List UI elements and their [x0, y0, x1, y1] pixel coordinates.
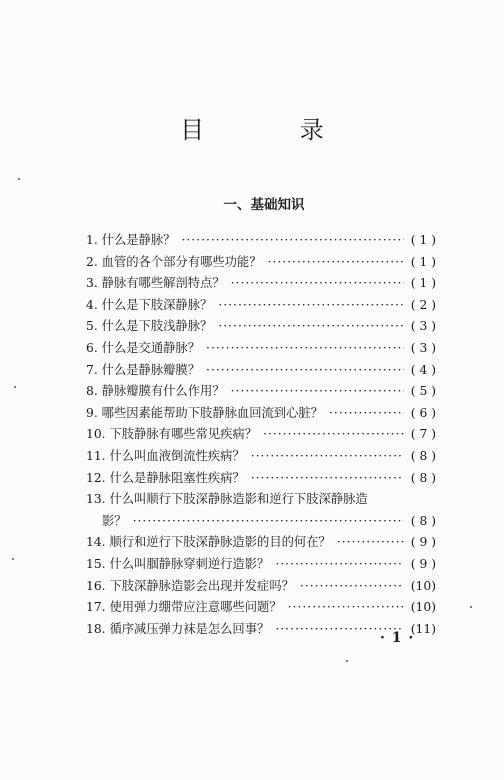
toc-entry-page: ( 3 ) — [410, 340, 436, 355]
toc-entry — [86, 338, 436, 360]
toc-entry — [86, 381, 436, 403]
toc-entry-text: 10. 下肢静脉有哪些常见疾病？ — [86, 427, 258, 442]
leader-dots — [231, 381, 404, 403]
leader-dots — [288, 597, 404, 619]
leader-dots — [206, 360, 404, 382]
leader-dots — [300, 576, 404, 598]
toc-entry-text: 6. 什么是交通静脉？ — [86, 340, 201, 355]
toc-entry-page: ( 8 ) — [410, 448, 436, 463]
toc-entry — [86, 360, 436, 382]
toc-entry-text: 8. 静脉瓣膜有什么作用？ — [86, 384, 225, 399]
toc-entry — [86, 403, 436, 425]
toc-entry-page: ( 8 ) — [410, 513, 436, 528]
scan-speck — [470, 606, 472, 608]
toc-entry-text: 17. 使用弹力绷带应注意哪些问题？ — [86, 600, 282, 615]
toc-entry — [86, 576, 436, 598]
page-number: · 1 · — [380, 630, 415, 646]
toc-entry-page: (10) — [410, 578, 436, 593]
toc-entry-page: ( 3 ) — [410, 319, 436, 334]
leader-dots — [268, 252, 404, 274]
toc-entry — [86, 424, 436, 446]
toc-entry — [86, 316, 436, 338]
toc-entry-page: (11) — [410, 621, 436, 636]
leader-dots — [218, 295, 404, 317]
toc-entry-text: 18. 循序减压弹力袜是怎么回事？ — [86, 621, 270, 636]
toc-entry-page: ( 9 ) — [410, 535, 436, 550]
toc-entry-page: ( 1 ) — [410, 233, 436, 247]
toc-entry — [86, 446, 436, 468]
toc-entry — [86, 230, 436, 252]
leader-dots — [263, 424, 404, 446]
toc-entry-page: (10) — [410, 600, 436, 615]
toc-entry — [86, 597, 436, 619]
toc-entry-text: 1. 什么是静脉？ — [86, 233, 176, 247]
leader-dots — [231, 273, 404, 295]
scan-speck — [18, 178, 20, 180]
toc-entry — [86, 295, 436, 317]
toc-entry-text: 13. 什么叫顺行下肢深静脉造影和逆行下肢深静脉造 — [86, 492, 368, 507]
toc-entry-text: 11. 什么叫血液倒流性疾病？ — [86, 448, 245, 463]
leader-dots — [181, 230, 404, 252]
toc-entry — [86, 468, 436, 490]
toc-entry-page: ( 2 ) — [410, 297, 436, 312]
toc-entry-page: ( 8 ) — [410, 470, 436, 485]
toc-entry — [86, 532, 436, 554]
leader-dots — [206, 338, 404, 360]
leader-dots — [337, 532, 404, 554]
toc-entry-continuation — [86, 511, 436, 533]
toc-entry — [86, 273, 436, 295]
scan-speck — [14, 386, 16, 388]
toc-entry-text: 12. 什么是静脉阻塞性疾病？ — [86, 470, 245, 485]
toc-entry-page: ( 1 ) — [410, 276, 436, 291]
leader-dots — [275, 554, 404, 576]
toc-entry-first-line — [86, 489, 436, 511]
toc-entry — [86, 252, 436, 274]
toc-entry-text: 4. 什么是下肢深静脉？ — [86, 297, 213, 312]
toc-entry-page: ( 9 ) — [410, 556, 436, 571]
toc-entry-text: 16. 下肢深静脉造影会出现并发症吗？ — [86, 578, 294, 593]
toc-entry-page: ( 7 ) — [410, 427, 436, 442]
toc-entry-text: 3. 静脉有哪些解剖特点？ — [86, 276, 225, 291]
leader-dots — [218, 316, 404, 338]
toc-entry-page: ( 1 ) — [410, 254, 436, 269]
toc-entry-text: 9. 哪些因素能帮助下肢静脉血回流到心脏？ — [86, 405, 323, 420]
section-heading: 一、基础知识 — [223, 197, 305, 213]
toc-entry-text: 2. 血管的各个部分有哪些功能？ — [86, 254, 262, 269]
toc-entry-text: 14. 顺行和逆行下肢深静脉造影的目的何在？ — [86, 535, 331, 550]
toc-entry-text: 15. 什么叫腘静脉穿刺逆行造影？ — [86, 556, 270, 571]
leader-dots — [251, 468, 404, 490]
leader-dots — [133, 511, 404, 533]
toc-entry-text: 5. 什么是下肢浅静脉？ — [86, 319, 213, 334]
toc-entry-page: ( 5 ) — [410, 384, 436, 399]
table-of-contents — [86, 230, 436, 640]
scan-speck — [346, 660, 348, 662]
toc-entry-text: 7. 什么是静脉瓣膜？ — [86, 362, 201, 377]
toc-entry-text: 影？ — [102, 513, 127, 528]
leader-dots — [251, 446, 404, 468]
page-title: 目 录 — [180, 116, 368, 144]
scan-speck — [12, 558, 14, 560]
leader-dots — [329, 403, 404, 425]
toc-entry — [86, 554, 436, 576]
toc-entry-page: ( 4 ) — [410, 362, 436, 377]
toc-entry-page: ( 6 ) — [410, 405, 436, 420]
